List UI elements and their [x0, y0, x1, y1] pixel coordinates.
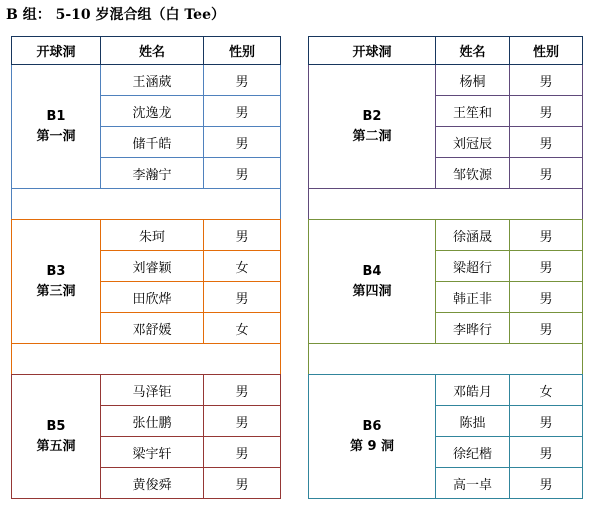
player-gender: 男	[204, 282, 281, 313]
player-name: 梁超行	[436, 251, 510, 282]
player-name: 邹钦源	[436, 158, 510, 189]
player-row	[309, 220, 583, 251]
header-tee: 开球洞	[12, 37, 101, 65]
player-name: 邓皓月	[436, 375, 510, 406]
tee-hole: 第一洞	[36, 128, 76, 144]
right-group-table	[308, 36, 583, 499]
group-spacer-row	[309, 189, 583, 220]
tee-cell	[12, 375, 101, 499]
header-gender: 性别	[510, 37, 583, 65]
player-row	[309, 65, 583, 96]
tee-hole: 第二洞	[352, 128, 392, 144]
player-gender: 男	[204, 96, 281, 127]
tee-cell	[12, 65, 101, 189]
player-name: 梁宇轩	[101, 437, 204, 468]
player-gender: 女	[204, 251, 281, 282]
tee-code: B6	[362, 418, 382, 434]
player-name: 徐涵晟	[436, 220, 510, 251]
player-row	[12, 220, 281, 251]
tee-code: B4	[362, 263, 382, 279]
player-name: 田欣烨	[101, 282, 204, 313]
tee-cell	[309, 65, 436, 189]
tee-code: B1	[46, 108, 66, 124]
group-spacer-row	[309, 344, 583, 375]
player-name: 李晔行	[436, 313, 510, 344]
player-gender: 男	[510, 437, 583, 468]
group-spacer	[309, 189, 583, 220]
player-row	[12, 65, 281, 96]
player-gender: 男	[204, 158, 281, 189]
player-row	[309, 375, 583, 406]
player-name: 杨桐	[436, 65, 510, 96]
player-name: 王涵葳	[101, 65, 204, 96]
tee-hole: 第四洞	[352, 283, 392, 299]
player-name: 王笙和	[436, 96, 510, 127]
player-name: 徐纪楷	[436, 437, 510, 468]
header-row	[309, 37, 583, 65]
player-gender: 男	[204, 468, 281, 499]
player-gender: 男	[510, 220, 583, 251]
header-row	[12, 37, 281, 65]
header-name: 姓名	[436, 37, 510, 65]
player-name: 马泽钜	[101, 375, 204, 406]
player-name: 储千皓	[101, 127, 204, 158]
left-group-table	[11, 36, 281, 499]
tee-cell	[12, 220, 101, 344]
player-gender: 男	[510, 96, 583, 127]
player-gender: 男	[204, 437, 281, 468]
player-name: 高一卓	[436, 468, 510, 499]
header-gender: 性别	[204, 37, 281, 65]
group-spacer	[12, 344, 281, 375]
player-name: 沈逸龙	[101, 96, 204, 127]
player-gender: 男	[510, 313, 583, 344]
player-name: 韩正非	[436, 282, 510, 313]
header-tee: 开球洞	[309, 37, 436, 65]
player-gender: 男	[510, 282, 583, 313]
player-name: 黄俊舜	[101, 468, 204, 499]
player-gender: 男	[510, 406, 583, 437]
player-row	[12, 375, 281, 406]
group-spacer	[12, 189, 281, 220]
player-gender: 男	[204, 127, 281, 158]
tee-hole: 第三洞	[36, 283, 76, 299]
player-name: 刘睿颖	[101, 251, 204, 282]
tee-cell	[309, 375, 436, 499]
player-gender: 男	[510, 158, 583, 189]
player-gender: 女	[510, 375, 583, 406]
tee-code: B2	[362, 108, 382, 124]
page-title: B 组： 5-10 岁混合组（白 Tee）	[6, 7, 225, 23]
player-name: 李瀚宁	[101, 158, 204, 189]
tee-code: B5	[46, 418, 66, 434]
player-gender: 男	[510, 251, 583, 282]
player-name: 张仕鹏	[101, 406, 204, 437]
player-gender: 男	[510, 65, 583, 96]
player-gender: 男	[510, 468, 583, 499]
player-gender: 男	[204, 220, 281, 251]
player-name: 陈拙	[436, 406, 510, 437]
tee-hole: 第五洞	[36, 438, 76, 454]
player-name: 朱珂	[101, 220, 204, 251]
tee-hole: 第 9 洞	[349, 438, 395, 454]
player-gender: 男	[510, 127, 583, 158]
player-gender: 男	[204, 375, 281, 406]
group-spacer	[309, 344, 583, 375]
header-name: 姓名	[101, 37, 204, 65]
player-name: 刘冠辰	[436, 127, 510, 158]
player-gender: 女	[204, 313, 281, 344]
group-spacer-row	[12, 344, 281, 375]
tee-code: B3	[46, 263, 66, 279]
group-spacer-row	[12, 189, 281, 220]
tee-cell	[309, 220, 436, 344]
player-gender: 男	[204, 65, 281, 96]
player-gender: 男	[204, 406, 281, 437]
player-name: 邓舒媛	[101, 313, 204, 344]
